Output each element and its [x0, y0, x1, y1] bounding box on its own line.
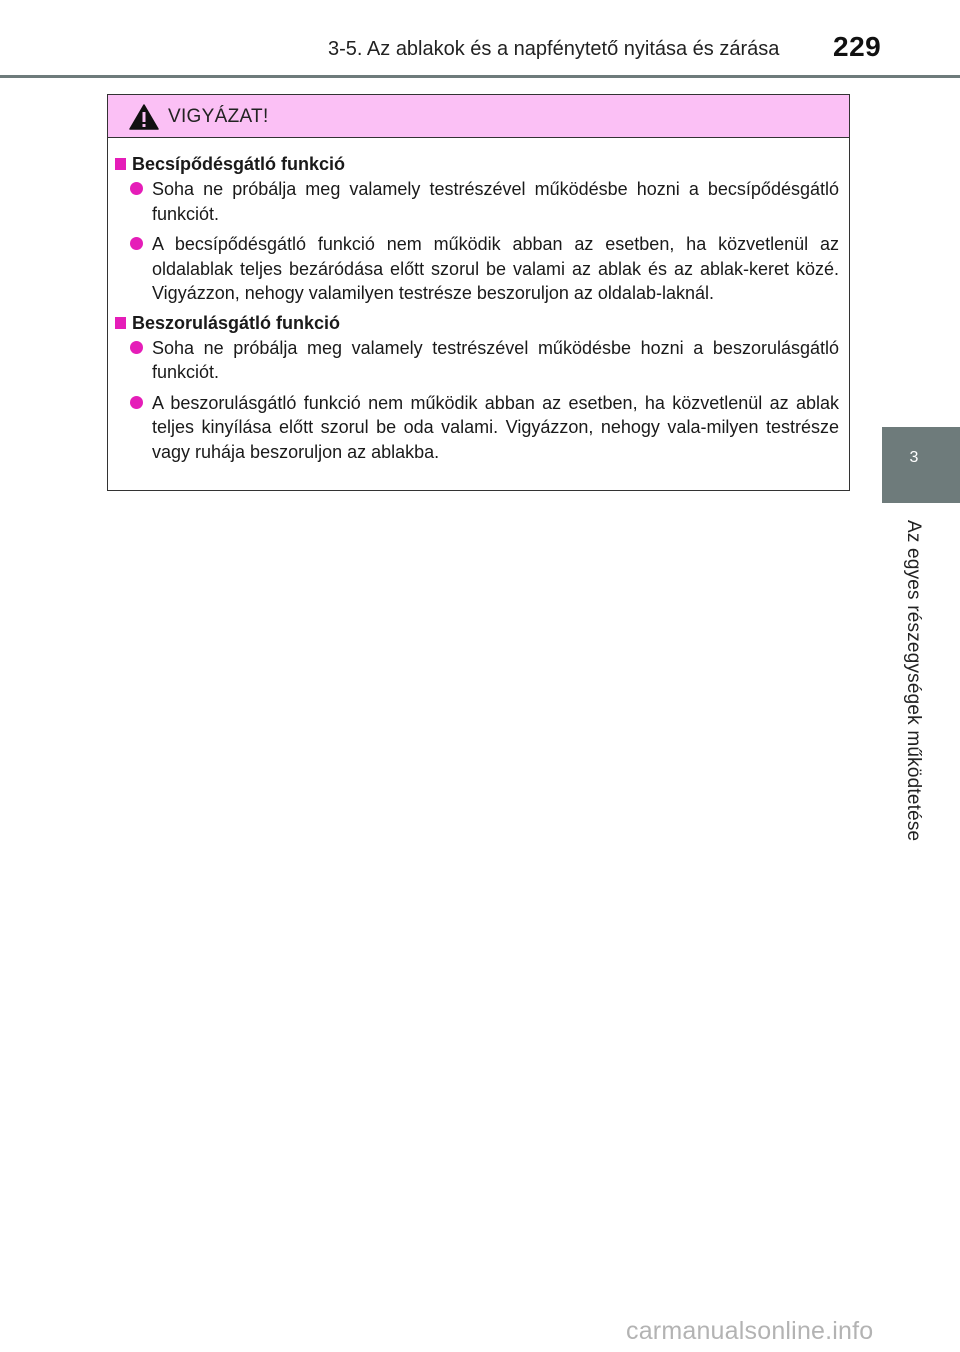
list-item: [115, 232, 839, 306]
list-item: [115, 391, 839, 465]
list-item-text: A beszorulásgátló funkció nem működik abban az esetben, ha közvetlenül az ablak teljes kinyílása előtt szorul be oda valami. Vigyázzon, nehogy vala-milyen testrésze vagy ruhája beszoruljon az ablakba.: [152, 392, 839, 462]
caution-title: VIGYÁZAT!: [168, 106, 269, 127]
caution-body: [108, 138, 849, 464]
square-bullet-icon: [115, 158, 126, 170]
section-heading-text: Becsípődésgátló funkció: [132, 154, 346, 174]
header-divider: [0, 75, 960, 78]
section-heading: [115, 152, 839, 176]
section-heading: [115, 311, 839, 335]
square-bullet-icon: [115, 317, 126, 329]
section-heading-text: Beszorulásgátló funkció: [132, 312, 341, 333]
circle-bullet-icon: [130, 341, 143, 354]
page-number: 229: [833, 31, 882, 62]
caution-header: [108, 95, 849, 138]
circle-bullet-icon: [130, 396, 143, 409]
list-item: [115, 336, 839, 385]
list-item: [115, 177, 839, 226]
caution-box: [107, 94, 850, 491]
list-item-text: Soha ne próbálja meg valamely testrészével működésbe hozni a beszorulásgátló funkciót.: [152, 337, 839, 382]
circle-bullet-icon: [130, 182, 143, 195]
chapter-number: 3: [909, 449, 919, 466]
circle-bullet-icon: [130, 237, 143, 250]
caution-section-pinch-protection: [115, 152, 839, 306]
warning-triangle-icon: [129, 104, 159, 130]
list-item-text: Soha ne próbálja meg valamely testrészével működésbe hozni a becsípődésgátló funkciót.: [152, 179, 839, 224]
list-item-text: A becsípődésgátló funkció nem működik abban az esetben, ha közvetlenül az oldalablak teljes bezáródása előtt szorul be valami az ablak és az ablak-keret közé. Vigyázzon, nehogy valamilyen testrésze beszoruljon az oldalab-laknál.: [152, 234, 839, 303]
chapter-tab: [882, 427, 960, 503]
caution-section-jam-protection: [115, 311, 839, 465]
section-title: 3-5. Az ablakok és a napfénytető nyitása és zárása: [328, 38, 780, 60]
chapter-title: Az egyes részegységek működtetése: [903, 520, 924, 842]
watermark: carmanualsonline.info: [626, 1317, 874, 1345]
